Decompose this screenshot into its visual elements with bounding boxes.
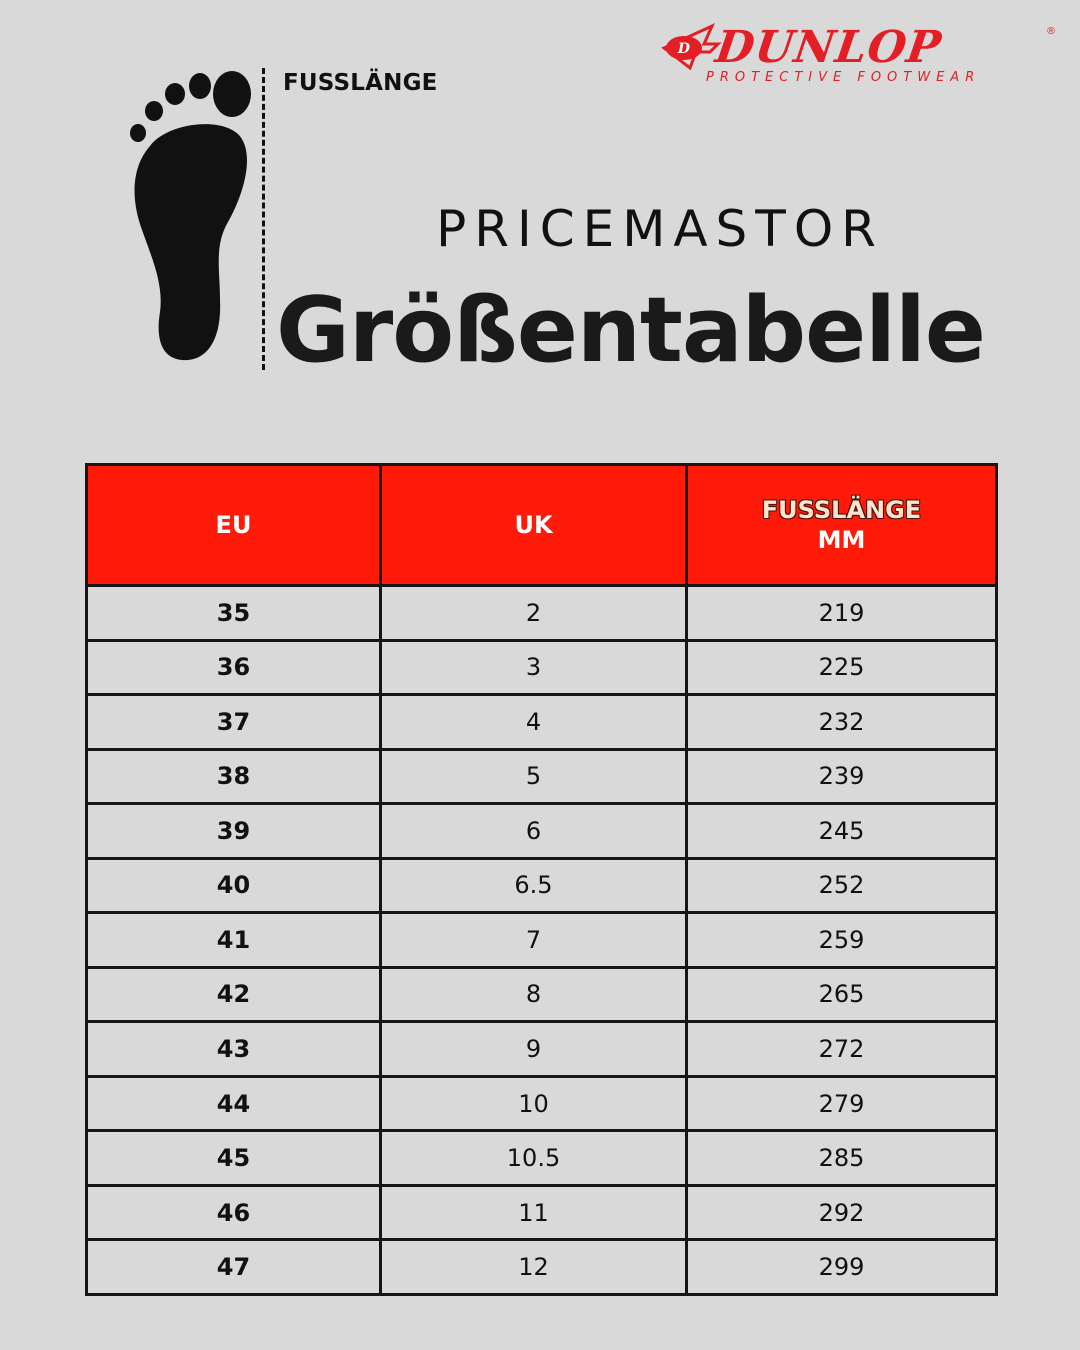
table-header-row: [87, 465, 997, 586]
cell-eu: 40: [87, 858, 381, 913]
table-row: [87, 1022, 997, 1077]
cell-eu: 37: [87, 695, 381, 750]
cell-eu: 46: [87, 1185, 381, 1240]
logo-registered-mark: ®: [1046, 26, 1056, 37]
table-row: [87, 913, 997, 968]
cell-foot-length: 225: [687, 640, 997, 695]
table-row: [87, 695, 997, 750]
table-row: [87, 1185, 997, 1240]
cell-eu: 44: [87, 1076, 381, 1131]
logo-tagline: PROTECTIVE FOOTWEAR: [706, 70, 981, 85]
cell-uk: 10.5: [381, 1131, 687, 1186]
cell-foot-length: 272: [687, 1022, 997, 1077]
table-row: [87, 749, 997, 804]
cell-uk: 7: [381, 913, 687, 968]
table-row: [87, 804, 997, 859]
cell-uk: 8: [381, 967, 687, 1022]
cell-eu: 47: [87, 1240, 381, 1295]
cell-uk: 10: [381, 1076, 687, 1131]
table-row: [87, 1131, 997, 1186]
cell-uk: 4: [381, 695, 687, 750]
cell-eu: 39: [87, 804, 381, 859]
cell-foot-length: 285: [687, 1131, 997, 1186]
header-eu: EU: [87, 465, 381, 586]
cell-foot-length: 232: [687, 695, 997, 750]
header-foot-length-line1: FUSSLÄNGE: [761, 496, 922, 524]
header-foot-length: [687, 465, 997, 586]
cell-foot-length: 252: [687, 858, 997, 913]
table-row: [87, 1240, 997, 1295]
cell-eu: 45: [87, 1131, 381, 1186]
size-table: [85, 463, 998, 1296]
cell-foot-length: 299: [687, 1240, 997, 1295]
cell-foot-length: 245: [687, 804, 997, 859]
cell-eu: 38: [87, 749, 381, 804]
table-row: [87, 640, 997, 695]
table-row: [87, 967, 997, 1022]
header-foot-length-unit: MM: [817, 526, 866, 554]
cell-foot-length: 279: [687, 1076, 997, 1131]
table-row: [87, 858, 997, 913]
foot-length-line: [262, 68, 265, 370]
cell-uk: 9: [381, 1022, 687, 1077]
cell-uk: 6: [381, 804, 687, 859]
logo-wordmark: DUNLOP: [712, 22, 945, 73]
table-row: [87, 586, 997, 641]
cell-eu: 36: [87, 640, 381, 695]
brand-title: PRICEMASTOR: [436, 200, 884, 258]
table-row: [87, 1076, 997, 1131]
cell-foot-length: 259: [687, 913, 997, 968]
foot-length-label: FUSSLÄNGE: [283, 70, 438, 96]
header-uk: UK: [381, 465, 687, 586]
cell-uk: 2: [381, 586, 687, 641]
cell-uk: 5: [381, 749, 687, 804]
cell-eu: 35: [87, 586, 381, 641]
cell-eu: 42: [87, 967, 381, 1022]
cell-uk: 6.5: [381, 858, 687, 913]
cell-uk: 11: [381, 1185, 687, 1240]
cell-uk: 3: [381, 640, 687, 695]
cell-foot-length: 239: [687, 749, 997, 804]
cell-eu: 41: [87, 913, 381, 968]
table-body: [87, 586, 997, 1295]
cell-uk: 12: [381, 1240, 687, 1295]
svg-text:D: D: [677, 41, 691, 57]
cell-foot-length: 219: [687, 586, 997, 641]
cell-foot-length: 292: [687, 1185, 997, 1240]
cell-eu: 43: [87, 1022, 381, 1077]
dunlop-logo: [660, 18, 1060, 92]
foot-icon: [120, 64, 260, 374]
page-title: Größentabelle: [276, 278, 985, 383]
cell-foot-length: 265: [687, 967, 997, 1022]
